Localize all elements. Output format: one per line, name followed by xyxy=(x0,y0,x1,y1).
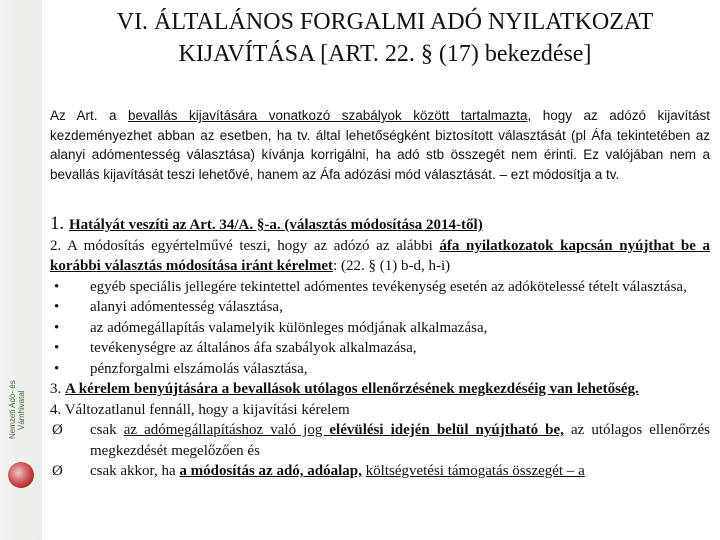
arrow-item-bold: a módosítás az adó, adóalap, xyxy=(179,463,362,479)
bullet-icon: • xyxy=(54,278,60,295)
list-item xyxy=(50,318,710,339)
arrow-item-underlined: költségvetési támogatás összegét – a xyxy=(365,463,585,479)
point-3-text: A kérelem benyújtására a bevallások utólagos ellenőrzésének megkezdéséig van lehetőség. xyxy=(65,381,639,397)
arrow-list-item xyxy=(50,461,710,482)
intro-paragraph xyxy=(50,106,710,184)
point-3-number: 3. xyxy=(50,381,65,397)
arrow-item-text-1: csak akkor, ha xyxy=(90,463,180,479)
bullet-list xyxy=(50,277,710,380)
list-item-text: tevékenységre az általános áfa szabályok alkalmazása, xyxy=(90,340,417,356)
bullet-icon: • xyxy=(54,319,60,336)
logo-text: Nemzeti Adó- és Vámhivatal xyxy=(8,380,26,440)
bullet-icon: • xyxy=(54,360,60,377)
point-3 xyxy=(50,379,710,400)
bullet-icon: • xyxy=(54,340,60,356)
bullet-icon: • xyxy=(54,299,60,315)
point-1-number: 1. xyxy=(50,213,69,234)
left-decorative-sidebar xyxy=(0,0,42,540)
intro-text-1: Az Art. a xyxy=(50,108,128,123)
list-item xyxy=(50,338,710,359)
list-item-text: az adómegállapítás valamelyik különleges módjának alkalmazása, xyxy=(90,319,488,336)
list-item-text: egyéb speciális jellegére tekintettel adómentes tevékenység esetén az adókötelessé tételt választása, xyxy=(90,278,687,295)
point-2-text-1: 2. A módosítás egyértelművé teszi, hogy az adózó az alábbi xyxy=(50,237,440,254)
point-4: 4. Változatlanul fennáll, hogy a kijavítási kérelem xyxy=(50,401,350,418)
logo-emblem-icon xyxy=(8,462,34,488)
point-2-text-2: : (22. § (1) b-d, h-i) xyxy=(333,258,451,274)
list-item xyxy=(50,277,710,298)
list-item-text: alanyi adómentesség választása, xyxy=(90,299,283,315)
list-item xyxy=(50,359,710,380)
intro-underlined: bevallás kijavítására vonatkozó szabályok között tartalmazta, xyxy=(127,108,532,123)
arrow-list-item xyxy=(50,420,710,461)
page-title: VI. ÁLTALÁNOS FORGALMI ADÓ NYILATKOZAT KIJAVÍTÁSA [ART. 22. § (17) bekezdése] xyxy=(116,9,654,67)
arrow-bullet-icon: Ø xyxy=(52,422,63,438)
point-1 xyxy=(50,214,710,236)
list-item-text: pénzforgalmi elszámolás választása, xyxy=(90,360,308,377)
intro-text-2: hogy az adózó kijavítást kezdeményezhet abban az esetben, ha tv. által lehetőségként biztosított választását (pl Áfa tekintetében az alanyi adómentesség választása) kívánja korrigálni, ha adó stb összegét nem érinti. Ez valójában nem a bevallás kijavítását teszi lehetővé, hanem az Áfa adózási mód választását. – ezt módosítja a tv. xyxy=(50,108,710,182)
point-2 xyxy=(50,236,710,277)
arrow-item-bold: elévülési idején belül nyújtható be, xyxy=(329,422,564,438)
arrow-item-underlined: az adómegállapításhoz való jog xyxy=(123,422,330,438)
arrow-bullet-icon: Ø xyxy=(52,463,63,479)
arrow-item-text-2: az utólagos ellenőrzés megkezdését megelőzően és xyxy=(90,422,711,459)
list-item xyxy=(50,297,710,318)
point-1-text: Hatályát veszíti az Art. 34/A. §-a. (választás módosítása 2014-től) xyxy=(69,217,483,233)
point-2-underlined: áfa nyilatkozatok kapcsán nyújthat be a korábbi választás módosítása iránt kérelmet xyxy=(50,237,710,274)
arrow-item-text-1: csak xyxy=(90,422,124,438)
main-content xyxy=(50,214,710,482)
